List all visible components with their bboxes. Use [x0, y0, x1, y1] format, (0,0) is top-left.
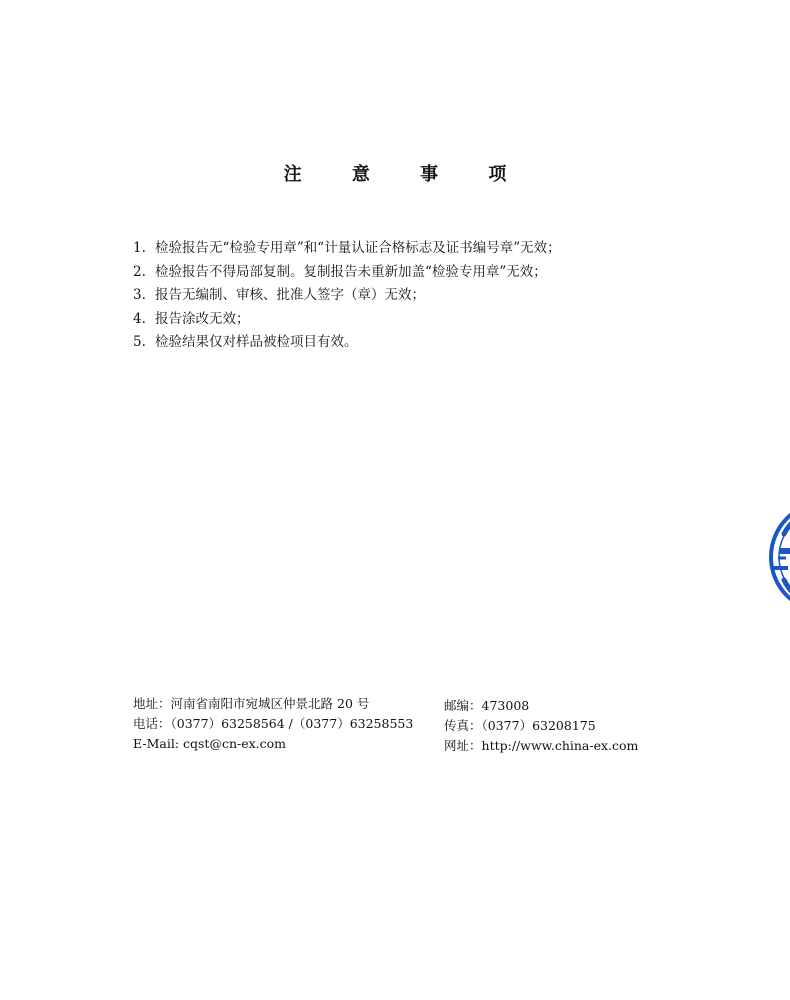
- notice-number: 5.: [133, 334, 146, 350]
- notice-item: [133, 237, 561, 261]
- email-line: [133, 734, 413, 754]
- page-title: 注 意 事 项: [283, 164, 529, 185]
- notice-item: [133, 261, 561, 285]
- address-value: 河南省南阳市宛城区仲景北路 20 号: [170, 696, 370, 711]
- postcode-label: 邮编：: [444, 698, 482, 713]
- notice-item: [133, 331, 561, 355]
- fax-label: 传真：: [444, 718, 482, 733]
- website-value[interactable]: http://www.china-ex.com: [481, 738, 639, 753]
- website-label: 网址：: [444, 738, 482, 753]
- phone-label: 电话：: [133, 716, 171, 731]
- fax-value: （0377）63208175: [481, 718, 596, 733]
- notice-text: 检验结果仅对样品被检项目有效。: [155, 334, 358, 350]
- address-line: [133, 694, 413, 714]
- notice-item: [133, 284, 561, 308]
- website-line: [444, 736, 638, 756]
- notice-number: 3.: [133, 287, 146, 303]
- official-seal-stamp: [764, 496, 790, 618]
- postcode-line: [444, 696, 638, 716]
- email-label: E-Mail:: [133, 736, 184, 751]
- notice-number: 4.: [133, 310, 146, 327]
- notice-number: 2.: [133, 263, 146, 280]
- notice-text: 报告涂改无效；: [155, 310, 250, 327]
- notice-text: 报告无编制、审核、批准人签字（章）无效；: [155, 287, 425, 303]
- phone-line: [133, 714, 413, 734]
- postcode-value: 473008: [481, 698, 530, 713]
- notice-text: 检验报告无“检验专用章”和“计量认证合格标志及证书编号章”无效；: [155, 240, 561, 256]
- contact-left-column: [133, 694, 413, 754]
- notice-number: 1.: [133, 240, 146, 256]
- fax-line: [444, 716, 638, 736]
- email-value[interactable]: cqst@cn-ex.com: [183, 736, 287, 751]
- phone-value: （0377）63258564 /（0377）63258553: [170, 716, 414, 731]
- notice-item: [133, 308, 561, 332]
- notice-list: [133, 237, 561, 355]
- address-label: 地址：: [133, 696, 171, 711]
- notice-text: 检验报告不得局部复制。复制报告未重新加盖“检验专用章”无效；: [155, 263, 547, 280]
- contact-right-column: [444, 696, 638, 756]
